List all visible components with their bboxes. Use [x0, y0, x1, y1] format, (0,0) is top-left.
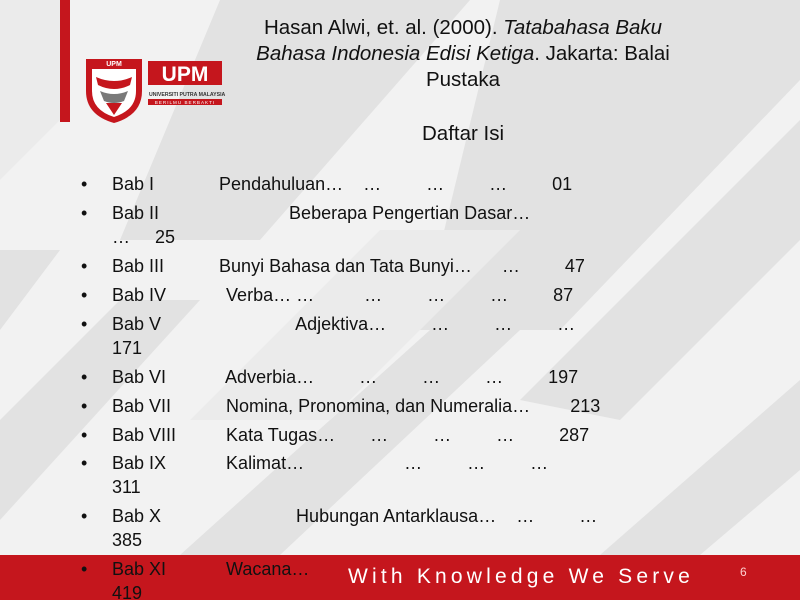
toc-entry-text: Bab VI Adverbia… … … … 197 — [112, 367, 579, 387]
citation-title: Tatabahasa Baku Bahasa Indonesia Edisi Ketiga — [256, 16, 663, 65]
bullet-icon: • — [81, 367, 88, 387]
citation-publisher: . Jakarta: Balai Pustaka — [425, 42, 670, 91]
bullet-icon: • — [81, 174, 88, 194]
toc-entry-text: Bab XI Wacana… — [112, 559, 310, 579]
bullet-icon: • — [81, 396, 88, 416]
bullet-icon: • — [81, 314, 88, 334]
toc-entry-text: Bab VIII Kata Tugas… … … … 287 — [112, 425, 590, 445]
bullet-icon: • — [81, 425, 88, 445]
toc-entry-text: Bab II Beberapa Pengertian Dasar… — [112, 203, 531, 223]
bullet-icon: • — [81, 506, 88, 526]
toc-entry-text: Bab IV Verba… … … … … 87 — [112, 285, 574, 305]
toc-entry-text: Bab I Pendahuluan… … … … 01 — [112, 174, 573, 194]
slide-number: 6 — [740, 565, 747, 579]
logo-motto: BERILMU BERBAKTI — [154, 100, 216, 105]
toc-entry-text: Bab V Adjektiva… … … … — [112, 314, 576, 334]
bullet-icon: • — [81, 285, 88, 305]
toc-entry-page: 171 — [112, 338, 143, 358]
toc-entry-page: … 25 — [112, 227, 176, 247]
bullet-icon: • — [81, 559, 88, 579]
logo-university-name: UNIVERSITI PUTRA MALAYSIA — [149, 92, 226, 98]
logo-badge-text: UPM — [106, 61, 122, 68]
bullet-icon: • — [81, 203, 88, 223]
toc-entry-text: Bab X Hubungan Antarklausa… … … — [112, 506, 598, 526]
toc-entry-text: Bab IX Kalimat… … … … — [112, 453, 549, 473]
bullet-icon: • — [81, 453, 88, 473]
toc-title: Daftar Isi — [421, 122, 505, 145]
toc-entry-page: 311 — [112, 477, 141, 497]
footer-tagline: With Knowledge We Serve — [348, 565, 694, 588]
toc-entry-text: Bab III Bunyi Bahasa dan Tata Bunyi… … 47 — [112, 256, 585, 276]
citation-author: Hasan Alwi, et. al. (2000). — [263, 16, 504, 39]
toc-entry-page: 419 — [112, 583, 143, 600]
toc-entry-text: Bab VII Nomina, Pronomina, dan Numeralia… 213 — [112, 396, 601, 416]
bullet-icon: • — [81, 256, 88, 276]
toc-entry-page: 385 — [112, 530, 143, 550]
logo-wordmark: UPM — [161, 63, 209, 86]
